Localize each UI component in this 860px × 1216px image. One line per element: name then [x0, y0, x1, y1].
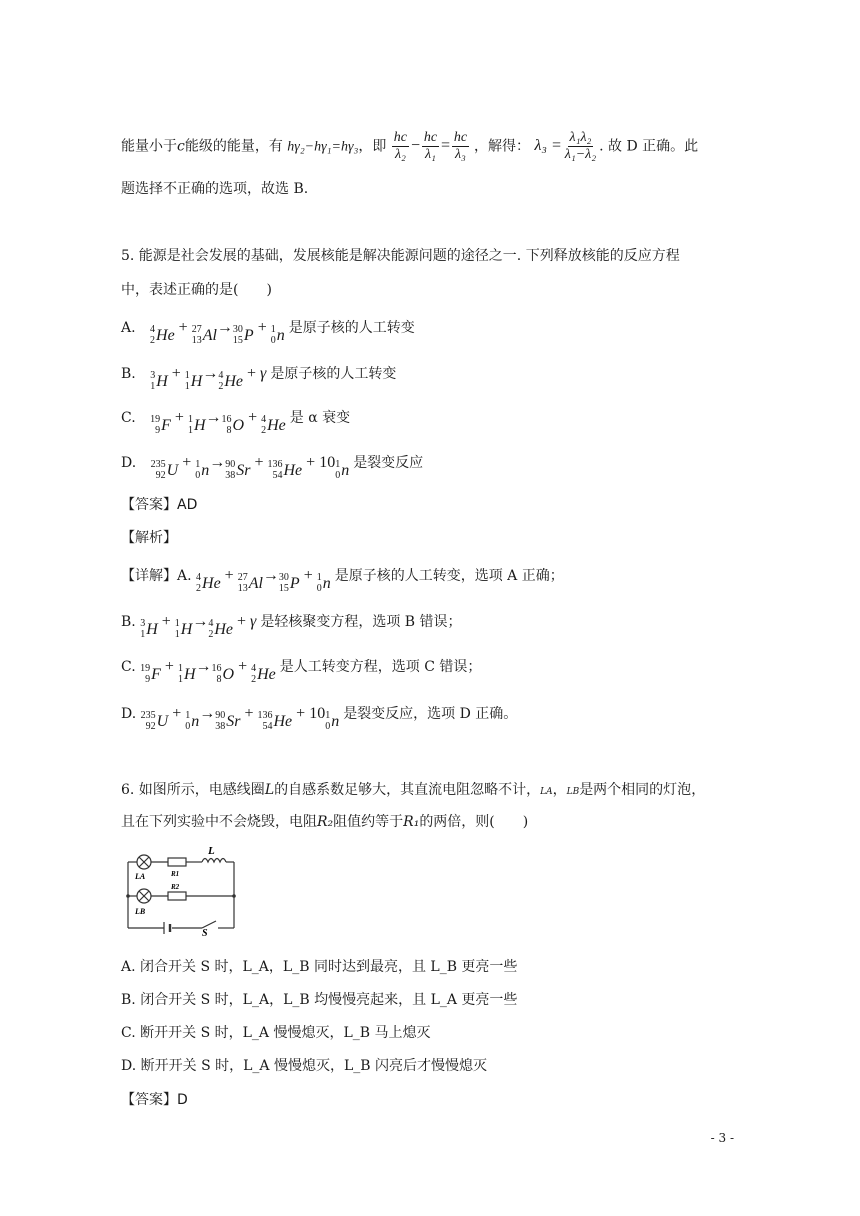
label-switch: S — [202, 928, 208, 936]
question-6-stem: 6. 如图所示，电感线圈L的自感系数足够大，其直流电阻忽略不计，LA，LB是两个相同的灯泡， — [121, 782, 706, 798]
question-5-stem: 5. 能源是社会发展的基础，发展核能是解决能源问题的途径之一. 下列释放核能的反应方程 — [121, 248, 680, 264]
detail-d: D. 235 92 U + 1 0 n → 90 38 Sr + 136 54 He + 10 1 0 n 是裂变反应，选项 D 正确。 — [121, 705, 518, 732]
circuit-diagram — [124, 844, 240, 936]
detail-a: 【详解】A. 4 2 He + 27 13 Al → 30 15 P + 1 0 n 是原子核的人工转变，选项 A 正确； — [121, 567, 564, 594]
answer-6: 【答案】D — [121, 1092, 188, 1108]
battery-symbol — [164, 922, 170, 934]
option-6c: C. 断开开关 S 时，L_A 慢慢熄灭，L_B 马上熄灭 — [121, 1025, 431, 1041]
analysis-label: 【解析】 — [121, 530, 177, 546]
label-inductor: L — [208, 845, 215, 857]
question-5-stem-cont: 中，表述正确的是( ) — [121, 282, 272, 298]
option-6a: A. 闭合开关 S 时，L_A，L_B 同时达到最亮，且 L_B 更亮一些 — [121, 959, 518, 975]
option-d: D. 235 92 U + 1 0 n → 90 38 Sr + 136 54 He + 10 1 0 n 是裂变反应 — [121, 454, 424, 481]
equation-solution: λ₃ = $\frac{\text{λ₁λ₂}}{\text{λ₁−λ₂}}$ — [534, 130, 597, 163]
label-r1: R1 — [171, 870, 180, 878]
option-a: A. 4 2 He + 27 13 Al → 30 15 P + 1 0 n 是原子核的人工转变 — [121, 319, 415, 346]
page-number: - 3 - — [710, 1131, 734, 1145]
option-6b: B. 闭合开关 S 时，L_A，L_B 均慢慢亮起来，且 L_A 更亮一些 — [121, 992, 518, 1008]
label-lamp-a: LA — [135, 872, 146, 881]
option-b: B. 3 1 H + 1 1 H → 4 2 He + γ 是原子核的人工转变 — [121, 365, 397, 392]
equation-wavelength: $\frac{hc}{\text{λ₂}}$ − $\frac{hc}{\text{λ₁}}$ = $\frac{hc}{\text{λ₃}}$ — [393, 130, 468, 163]
label-r2: R2 — [171, 883, 180, 891]
resistor-r1-symbol — [168, 858, 186, 866]
resistor-r2-symbol — [168, 892, 186, 900]
detail-b: B. 3 1 H + 1 1 H → 4 2 He + γ 是轻核聚变方程，选项 B 错误； — [121, 613, 462, 640]
text-line: 能量小于c能级的能量，有 hγ₂−hγ₁=hγ₃，即 $\frac{hc}{\text{λ₂}}$ − $\frac{hc}{\text{λ₁}}$ = $\frac{hc}{\text{λ₃}}$ ，解得： λ₃ = $\frac{\text{λ₁λ₂}}{\text{λ₁−λ₂}}$ . 故 D 正确。此 — [121, 130, 699, 163]
question-6-stem-cont: 且在下列实验中不会烧毁，电阻R₂阻值约等于R₁的两倍，则( ) — [121, 814, 529, 830]
detail-c: C. 19 9 F + 1 1 H → 16 8 O + 4 2 He 是人工转变方程，选项 C 错误； — [121, 658, 482, 685]
option-6d: D. 断开开关 S 时，L_A 慢慢熄灭，L_B 闪亮后才慢慢熄灭 — [121, 1058, 488, 1074]
answer-5: 【答案】AD — [121, 497, 198, 513]
text-line: 题选择不正确的选项，故选 B. — [121, 181, 309, 197]
option-c: C. 19 9 F + 1 1 H → 16 8 O + 4 2 He 是 α 衰变 — [121, 409, 351, 436]
label-lamp-b: LB — [135, 907, 146, 916]
lamp-b-symbol — [137, 889, 151, 903]
lamp-a-symbol — [137, 855, 151, 869]
